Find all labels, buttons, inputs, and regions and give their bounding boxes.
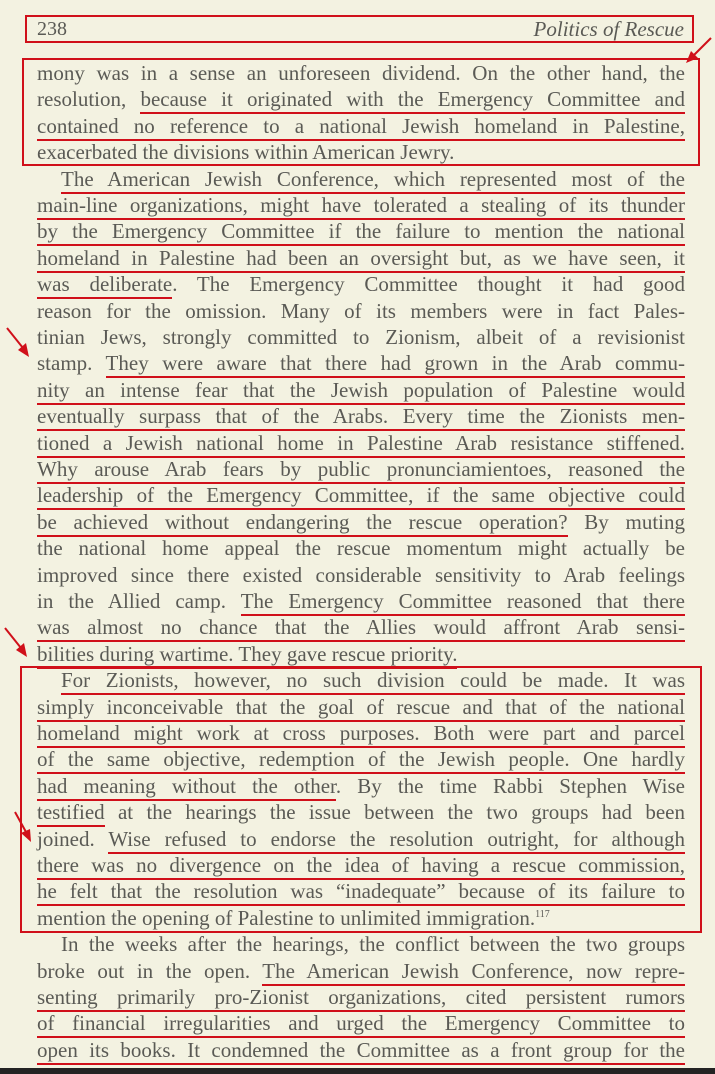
text-line bbox=[37, 350, 685, 376]
underlined-text: open its books. It condemned the Committee as a front group for the bbox=[37, 1038, 685, 1065]
text-line bbox=[37, 430, 685, 456]
line-text: at the hearings the issue between the two groups had been bbox=[104, 800, 685, 825]
text-line bbox=[37, 509, 685, 535]
annotation-arrow-icon bbox=[5, 326, 35, 360]
underlined-text: senting primarily pro-Zionist organizations, cited persistent rumors bbox=[37, 985, 685, 1012]
text-line bbox=[37, 984, 685, 1010]
underlined-text: leadership of the Emergency Committee, if the same objective could bbox=[37, 483, 685, 510]
text-line bbox=[37, 482, 685, 508]
underlined-text: homeland in Palestine had been an oversight but, as we have seen, it bbox=[37, 246, 685, 273]
underlined-text: homeland might work at cross purposes. Both were part and parcel bbox=[37, 721, 685, 748]
underlined-text: be achieved without endangering the rescue operation? bbox=[37, 510, 568, 537]
line-text: reason for the omission. Many of its members were in fact Pales- bbox=[37, 298, 685, 323]
annotation-arrow-icon bbox=[683, 36, 713, 70]
line-text: exacerbated the divisions within American Jewry. bbox=[37, 140, 455, 165]
underlined-text: of the same objective, redemption of the Jewish people. One hardly bbox=[37, 747, 685, 774]
underlined-text: was almost no chance that the Allies would affront Arab sensi- bbox=[37, 615, 685, 642]
text-line bbox=[37, 166, 685, 192]
text-line bbox=[37, 799, 685, 825]
underlined-text: The Emergency Committee reasoned that there bbox=[241, 589, 685, 616]
underlined-text: main-line organizations, might have tolerated a stealing of its thunder bbox=[37, 193, 685, 220]
underlined-text: simply inconceivable that the goal of rescue and that of the national bbox=[37, 695, 685, 722]
text-line bbox=[37, 694, 685, 720]
line-text: tinian Jews, strongly committed to Zionism, albeit of a revisionist bbox=[37, 325, 685, 349]
text-line bbox=[37, 931, 685, 957]
line-text: in the Allied camp. bbox=[37, 589, 241, 613]
underlined-text: had meaning without the other bbox=[37, 774, 336, 801]
text-line bbox=[37, 535, 685, 561]
underlined-text: bilities during wartime. They gave rescue priority. bbox=[37, 642, 457, 669]
text-line bbox=[37, 86, 685, 112]
underlined-text: there was no divergence on the idea of having a rescue commission, bbox=[37, 853, 685, 880]
text-line bbox=[37, 588, 685, 614]
text-line bbox=[37, 720, 685, 746]
text-line bbox=[37, 852, 685, 878]
underlined-text: Why arouse Arab fears by public pronunciamientoes, reasoned the bbox=[37, 457, 685, 484]
underlined-text: Wise refused to endorse the resolution outright, for although bbox=[108, 827, 685, 854]
line-text: joined. bbox=[37, 826, 109, 851]
text-line bbox=[37, 746, 685, 772]
underlined-text: testified bbox=[37, 800, 105, 827]
line-text: mony was in a sense an unforeseen dividend. On the other hand, the bbox=[37, 61, 685, 85]
text-line bbox=[37, 377, 685, 403]
text-line bbox=[37, 826, 685, 852]
text-line bbox=[37, 271, 685, 297]
text-line bbox=[37, 1037, 685, 1063]
underlined-text: by the Emergency Committee if the failure to mention the national bbox=[37, 219, 685, 246]
text-line bbox=[37, 245, 685, 271]
annotation-arrow-icon bbox=[3, 626, 33, 660]
line-text: By muting bbox=[567, 509, 685, 534]
line-text: mention the opening of Palestine to unlimited immigration. bbox=[37, 905, 536, 930]
text-line bbox=[37, 958, 685, 984]
text-line bbox=[37, 1010, 685, 1036]
bottom-bar bbox=[0, 1068, 715, 1074]
line-text: stamp. bbox=[37, 351, 106, 376]
underlined-text: The American Jewish Conference, now repre- bbox=[262, 959, 685, 986]
line-text: broke out in the open. bbox=[37, 958, 263, 983]
text-line bbox=[37, 456, 685, 482]
text-line bbox=[37, 324, 685, 350]
underlined-text: For Zionists, however, no such division could be made. It was bbox=[61, 668, 685, 695]
text-line bbox=[37, 60, 685, 86]
underlined-text: contained no reference to a national Jewish homeland in Palestine, bbox=[37, 114, 685, 141]
text-line bbox=[37, 641, 685, 667]
underlined-text: nity an intense fear that the Jewish population of Palestine would bbox=[37, 378, 685, 405]
underlined-text: They were aware that there had grown in the Arab commu- bbox=[106, 351, 685, 378]
underlined-text: of financial irregularities and urged the Emergency Committee to bbox=[37, 1011, 685, 1038]
underlined-text: tioned a Jewish national home in Palestine Arab resistance stiffened. bbox=[37, 431, 685, 458]
line-text: the national home appeal the rescue momentum might actually be bbox=[37, 536, 685, 561]
underlined-text: eventually surpass that of the Arabs. Every time the Zionists men- bbox=[37, 404, 685, 431]
underlined-text: because it originated with the Emergency Committee and bbox=[140, 87, 685, 114]
text-line bbox=[37, 562, 685, 588]
underlined-text: The American Jewish Conference, which represented most of the bbox=[61, 167, 685, 194]
text-line bbox=[37, 139, 685, 165]
text-line bbox=[37, 403, 685, 429]
line-text: resolution, bbox=[37, 87, 141, 112]
line-text: In the weeks after the hearings, the conflict between the two groups bbox=[61, 932, 685, 957]
underlined-text: was deliberate bbox=[37, 272, 172, 299]
text-line bbox=[37, 298, 685, 324]
text-line bbox=[37, 113, 685, 139]
text-line bbox=[37, 773, 685, 799]
text-line bbox=[37, 667, 685, 693]
text-line bbox=[37, 905, 685, 931]
text-line bbox=[37, 878, 685, 904]
running-header bbox=[25, 15, 694, 43]
text-line bbox=[37, 218, 685, 244]
text-line bbox=[37, 614, 685, 640]
footnote-marker: 117 bbox=[535, 908, 550, 920]
running-title: Politics of Rescue bbox=[533, 17, 684, 41]
line-text: . By the time Rabbi Stephen Wise bbox=[335, 773, 685, 798]
underlined-text: he felt that the resolution was “inadequate” because of its failure to bbox=[37, 879, 685, 906]
page-number: 238 bbox=[37, 18, 67, 40]
line-text: improved since there existed considerable sensitivity to Arab feelings bbox=[37, 562, 685, 587]
text-line bbox=[37, 192, 685, 218]
line-text: . The Emergency Committee thought it had good bbox=[172, 272, 685, 297]
